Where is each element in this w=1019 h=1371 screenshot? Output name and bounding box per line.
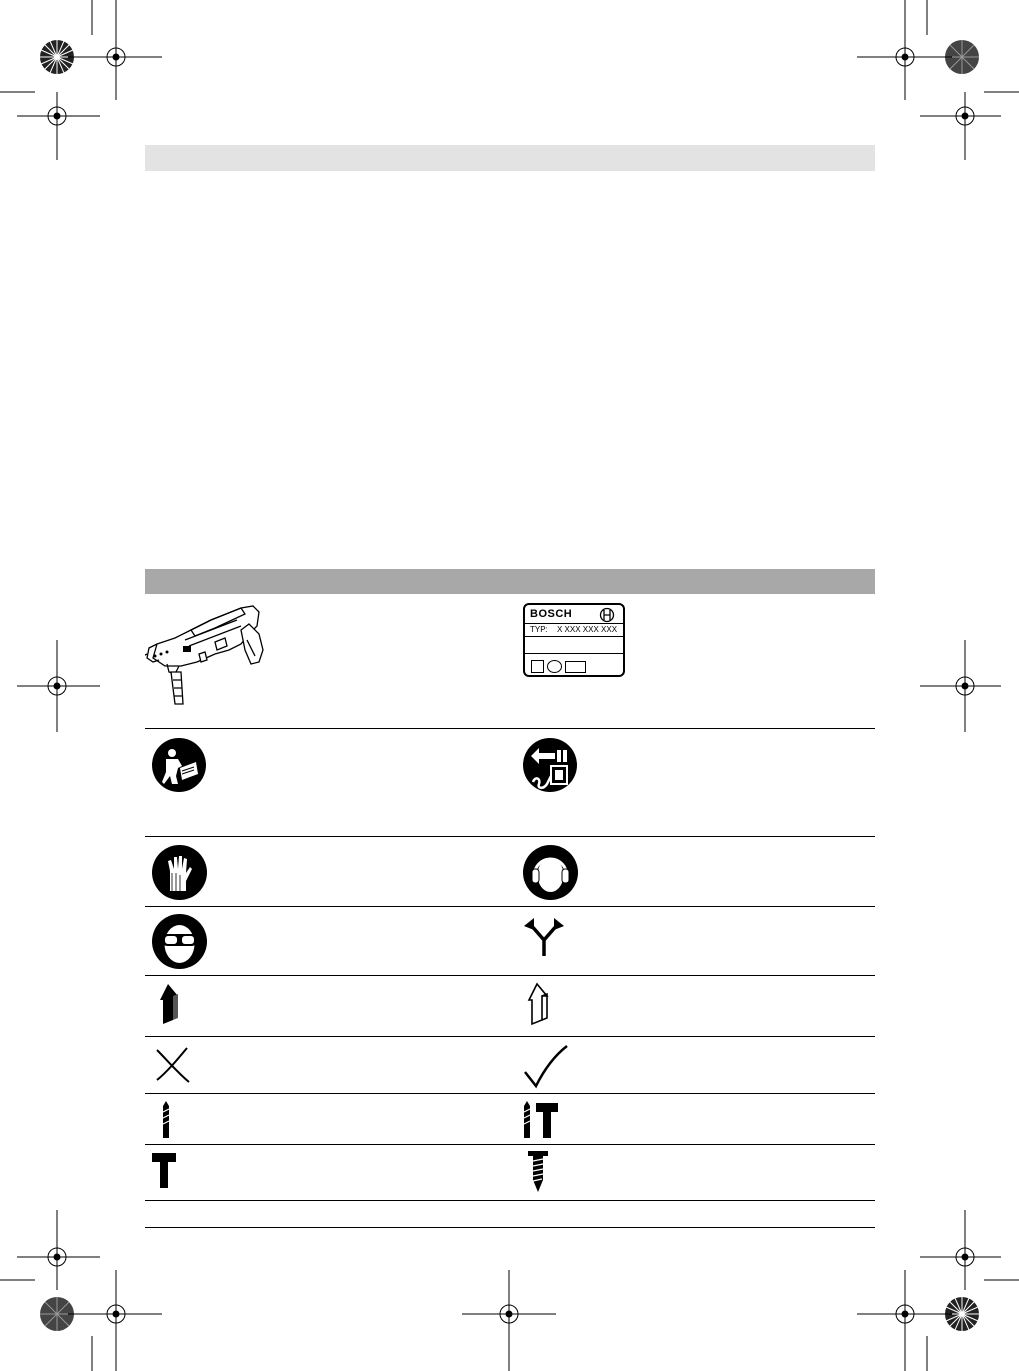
nameplate-icon <box>523 603 625 677</box>
chisel-icon <box>150 1152 180 1190</box>
header-bar <box>145 145 875 171</box>
nameplate-brand: BOSCH <box>530 608 573 620</box>
arrow-outline-icon <box>525 982 553 1027</box>
row-divider <box>145 975 875 976</box>
crosshair-icon-4 <box>920 92 1001 160</box>
section-bar <box>145 569 875 594</box>
row-divider <box>145 1227 875 1228</box>
drill-hammer-icon <box>522 1100 562 1140</box>
row-divider <box>145 1200 875 1201</box>
row-divider <box>145 836 875 837</box>
rect-mark-icon <box>565 661 586 673</box>
screw-icon <box>525 1150 551 1194</box>
square-mark-icon <box>531 660 544 673</box>
read-manual-icon <box>152 738 206 792</box>
row-divider <box>145 728 875 729</box>
crosshair-icon-9 <box>68 1270 162 1371</box>
unplug-icon <box>523 738 577 792</box>
crosshair-icon-11 <box>857 1270 952 1371</box>
circle-mark-icon <box>547 660 562 673</box>
checkmark-icon <box>522 1044 570 1090</box>
row-divider <box>145 906 875 907</box>
row-divider <box>145 1093 875 1094</box>
cross-icon <box>153 1044 193 1084</box>
arrow-filled-icon <box>156 982 184 1027</box>
safety-goggles-icon <box>152 914 207 969</box>
bosch-logo-icon <box>599 607 615 623</box>
crosshair-icon-1 <box>68 0 162 100</box>
hammer-drill-icon <box>145 600 275 708</box>
row-divider <box>145 1144 875 1145</box>
crosshair-icon-7 <box>17 1210 100 1290</box>
gloves-icon <box>152 845 207 900</box>
row-divider <box>145 1036 875 1037</box>
drill-bit-icon <box>160 1100 172 1140</box>
nameplate-type-number: X XXX XXX XXX <box>557 625 618 634</box>
direction-choice-icon <box>522 916 566 956</box>
crosshair-icon-8 <box>920 1210 1001 1290</box>
crosshair-icon-6 <box>920 640 1001 732</box>
nameplate-type-prefix: TYP: <box>530 625 548 634</box>
crosshair-icon-2 <box>857 0 952 100</box>
ear-protection-icon <box>523 845 578 900</box>
crosshair-icon-10 <box>462 1270 556 1371</box>
crosshair-icon-5 <box>17 640 100 732</box>
crosshair-icon-3 <box>17 92 100 160</box>
